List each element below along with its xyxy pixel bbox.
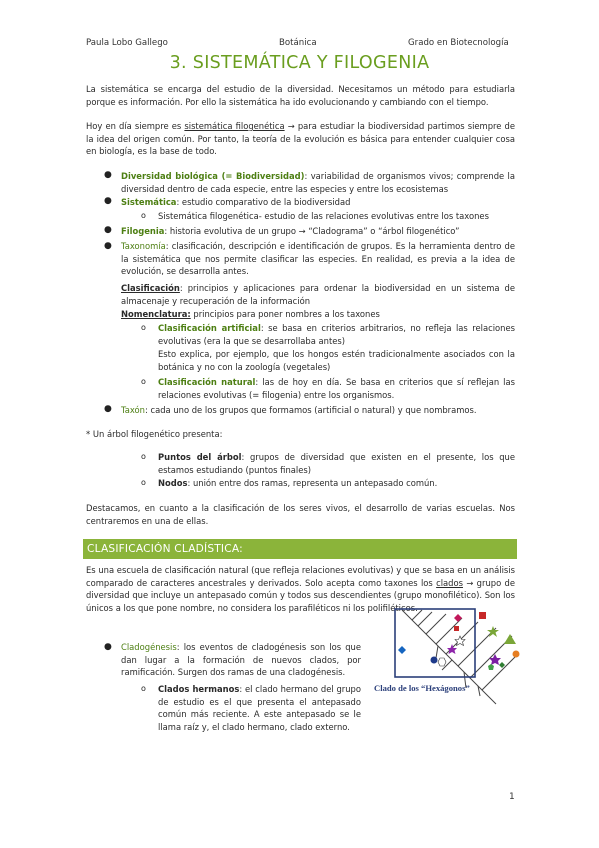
term-sistematica-filogenetica: sistemática filogenética — [184, 121, 285, 131]
sub-bullet-icon: o — [141, 377, 146, 386]
square-taxon-icon — [479, 612, 486, 619]
circle-taxon-icon-2 — [431, 657, 438, 664]
intro-paragraph: La sistemática se encarga del estudio de la diversidad. Necesitamos un método para estudiarla porque es información. Por ello la sistemática ha ido evolucionando y cambiando con el tiempo. — [86, 84, 515, 107]
clasificacion-paragraph: Clasificación: principios y aplicaciones para ordenar la biodiversidad en un sistema de almacenaje y recuperación de la información — [121, 283, 515, 306]
cladogram-figure — [366, 604, 522, 712]
list-item-sistematica: Sistemática: estudio comparativo de la biodiversidad — [121, 197, 351, 207]
header-subject: Botánica — [279, 38, 317, 48]
header-degree: Grado en Biotecnología — [408, 38, 509, 48]
list-item-cladogenesis: Cladogénesis: los eventos de cladogénesis son los que dan lugar a la formación de nuevos clados, por ramificación. Surgen dos ramas de una cladogénesis. — [121, 642, 361, 678]
diamond-taxon-icon — [454, 614, 462, 622]
header-author: Paula Lobo Gallego — [86, 38, 168, 48]
cladistica-paragraph: Es una escuela de clasificación natural (que refleja relaciones evolutivas) y que se basa en un análisis comparado de caracteres ancestrales y derivados. Solo acepta como taxones los clados → grupo de diversidad que incluye un antepasado común y todos sus descendientes (grupo monofilético). Son los únicos a los que pone nombre, no considera los parafiléticos ni los polifiléticos. — [86, 565, 515, 614]
nomenclatura-paragraph: Nomenclatura: principios para poner nombres a los taxones — [121, 309, 380, 319]
list-subitem-sistematica-filogenetica: Sistemática filogenética- estudio de las relaciones evolutivas entre los taxones — [158, 211, 489, 221]
section-title: CLASIFICACIÓN CLADÍSTICA: — [87, 543, 243, 555]
figure-caption: Clado de los “Hexágonos” — [374, 683, 470, 693]
section-header-bar — [83, 539, 517, 559]
page-title: 3. SISTEMÁTICA Y FILOGENIA — [169, 53, 430, 73]
pentagon-taxon-icon — [488, 664, 494, 670]
list-subitem-artificial: Clasificación artificial: se basa en criterios arbitrarios, no refleja las relaciones evolutivas (era la que se desarrollaba antes) — [158, 323, 515, 346]
diamond-taxon-icon-2 — [499, 662, 505, 668]
list-subitem-natural: Clasificación natural: las de hoy en día. Se basa en criterios que sí reflejan las relaciones evolutivas (= filogenia) entre los organismos. — [158, 377, 515, 400]
destacamos-paragraph: Destacamos, en cuanto a la clasificación de los seres vivos, el desarrollo de varias escuelas. Nos centraremos en una de ellas. — [86, 503, 515, 526]
list-subitem-nodos: Nodos: unión entre dos ramas, representa un antepasado común. — [158, 478, 438, 488]
sub-bullet-icon: o — [141, 684, 146, 693]
diamond-taxon-icon-3 — [398, 646, 406, 654]
list-item-filogenia: Filogenia: historia evolutiva de un grupo → “Cladograma” o “árbol filogenético” — [121, 226, 460, 236]
square-taxon-icon-2 — [454, 626, 459, 631]
sub-bullet-icon: o — [141, 452, 146, 461]
page-number: 1 — [509, 792, 515, 802]
term-clados: clados — [436, 577, 463, 588]
bullet-icon: ● — [104, 225, 112, 235]
list-subitem-clados-hermanos: Clados hermanos: el clado hermano del grupo de estudio es el que presenta el antepasado común más reciente. A este antepasado se le llama raíz y, el clado hermano, clado externo. — [158, 684, 361, 733]
sub-bullet-icon: o — [141, 211, 146, 220]
hexagon-taxon-icon — [438, 658, 446, 666]
bullet-icon: ● — [104, 196, 112, 206]
bullet-icon: ● — [104, 170, 112, 180]
list-subitem-puntos: Puntos del árbol: grupos de diversidad que existen en el presente, los que estamos estudiando (puntos finales) — [158, 452, 515, 475]
star-taxon-icon-3 — [447, 644, 457, 654]
artificial-extra-text: Esto explica, por ejemplo, que los hongos estén tradicionalmente asociados con la botánica y no con la zoología (vegetales) — [158, 349, 515, 372]
sub-bullet-icon: o — [141, 323, 146, 332]
triangle-taxon-icon — [504, 634, 516, 644]
star-taxon-icon-2 — [489, 654, 501, 665]
circle-taxon-icon — [513, 651, 520, 658]
list-item-taxon: Taxón: cada uno de los grupos que formamos (artificial o natural) y que nombramos. — [121, 405, 477, 415]
list-item-taxonomia: Taxonomía: clasificación, descripción e identificación de grupos. Es la herramienta dentro de la sistemática que nos permite clasificar las especies. En realidad, es previa a la idea de evolución, se desarrolla antes. — [121, 241, 515, 277]
tree-intro: * Un árbol filogenético presenta: — [86, 429, 223, 439]
bullet-icon: ● — [104, 241, 112, 251]
bullet-icon: ● — [104, 404, 112, 414]
intro-paragraph-2: Hoy en día siempre es sistemática filogenética → para estudiar la biodiversidad partimos siempre de la idea del origen común. Por tanto, la teoría de la evolución es básica para entender cualquier cosa en biología, es la base de todo. — [86, 121, 516, 157]
list-item-diversidad: Diversidad biológica (= Biodiversidad): variabilidad de organismos vivos; comprende la diversidad dentro de cada especie, entre las especies y entre los ecosistemas — [121, 171, 515, 194]
bullet-icon: ● — [104, 642, 112, 652]
sub-bullet-icon: o — [141, 478, 146, 487]
